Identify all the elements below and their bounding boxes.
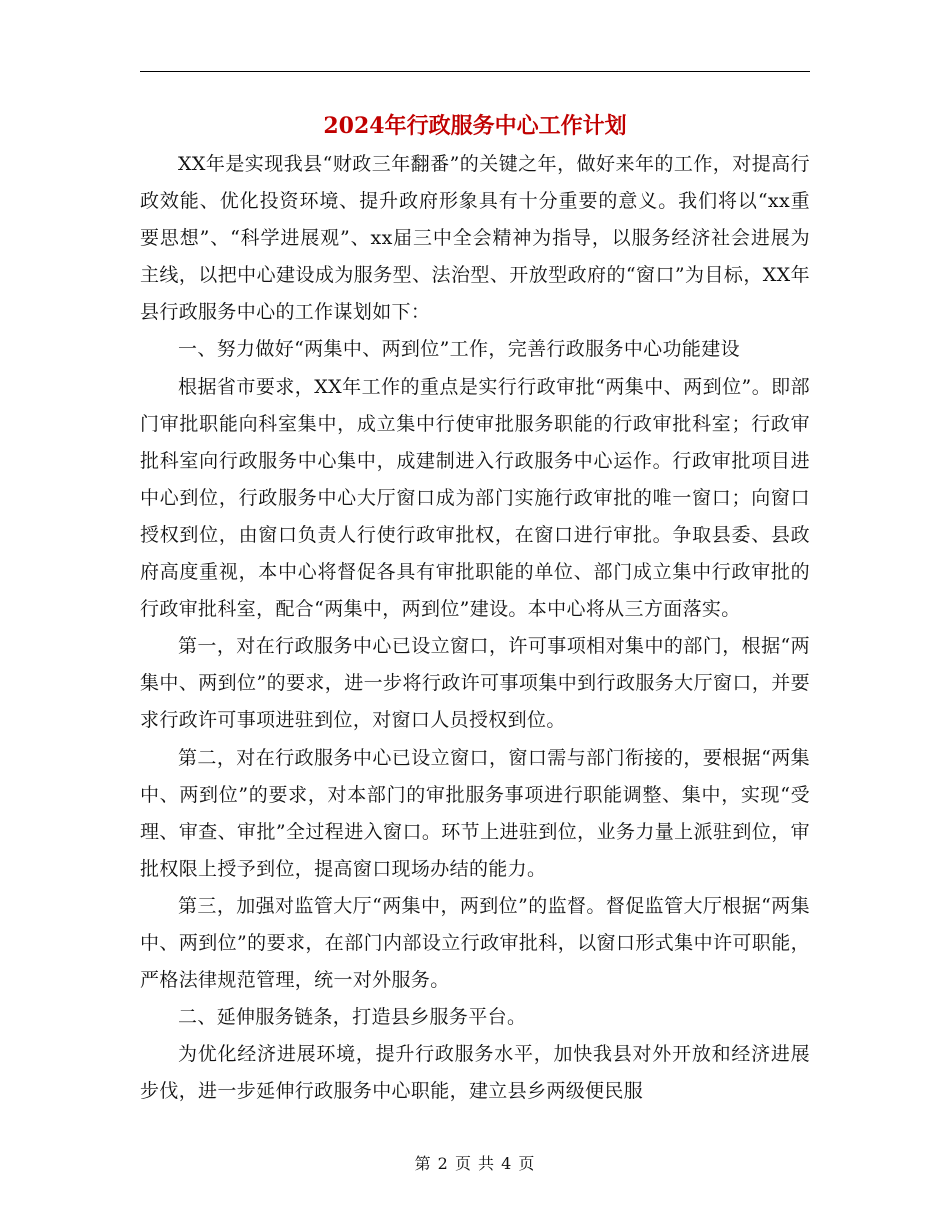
paragraph-second: 第二，对在行政服务中心已设立窗口，窗口需与部门衔接的，要根据“两集中、两到位”的要求，对本部门的审批服务事项进行职能调整、集中，实现“受理、审查、审批”全过程进入窗口。环节上进驻到位，业务力量上派驻到位，审批权限上授予到位，提高窗口现场办结的能力。	[140, 746, 810, 880]
heading-section-1: 一、努力做好“两集中、两到位”工作，完善行政服务中心功能建设	[178, 338, 740, 361]
document-body	[140, 146, 810, 1110]
page-number-label: 第 2 页 共 4 页	[414, 1154, 536, 1173]
page-footer	[0, 1152, 950, 1176]
paragraph-first: 第一，对在行政服务中心已设立窗口，许可事项相对集中的部门，根据“两集中、两到位”的要求，进一步将行政许可事项集中到行政服务大厅窗口，并要求行政许可事项进驻到位，对窗口人员授权到位。	[140, 635, 810, 732]
paragraph-third: 第三，加强对监管大厅“两集中，两到位”的监督。督促监管大厅根据“两集中、两到位”的要求，在部门内部设立行政审批科，以窗口形式集中许可职能，严格法律规范管理，统一对外服务。	[140, 894, 810, 992]
document-title: 2024年行政服务中心工作计划	[323, 113, 627, 139]
header-rule	[140, 71, 810, 72]
heading-section-2: 二、延伸服务链条，打造县乡服务平台。	[178, 1006, 527, 1029]
paragraph-requirements: 根据省市要求，XX年工作的重点是实行行政审批“两集中、两到位”。即部门审批职能向科室集中，成立集中行使审批服务职能的行政审批科室；行政审批科室向行政服务中心集中，成建制进入行政服务中心运作。行政审批项目进中心到位，行政服务中心大厅窗口成为部门实施行政审批的唯一窗口；向窗口授权到位，由窗口负责人行使行政审批权，在窗口进行审批。争取县委、县政府高度重视，本中心将督促各具有审批职能的单位、部门成立集中行政审批的行政审批科室，配合“两集中，两到位”建设。本中心将从三方面落实。	[140, 375, 810, 621]
paragraph-extend-service: 为优化经济进展环境，提升行政服务水平，加快我县对外开放和经济进展步伐，进一步延伸行政服务中心职能，建立县乡两级便民服	[140, 1043, 810, 1103]
paragraph-intro: XX年是实现我县“财政三年翻番”的关键之年，做好来年的工作，对提高行政效能、优化投资环境、提升政府形象具有十分重要的意义。我们将以“xx重要思想”、“科学进展观”、xx届三中全会精神为指导，以服务经济社会进展为主线，以把中心建设成为服务型、法治型、开放型政府的“窗口”为目标，XX年县行政服务中心的工作谋划如下：	[140, 153, 810, 324]
